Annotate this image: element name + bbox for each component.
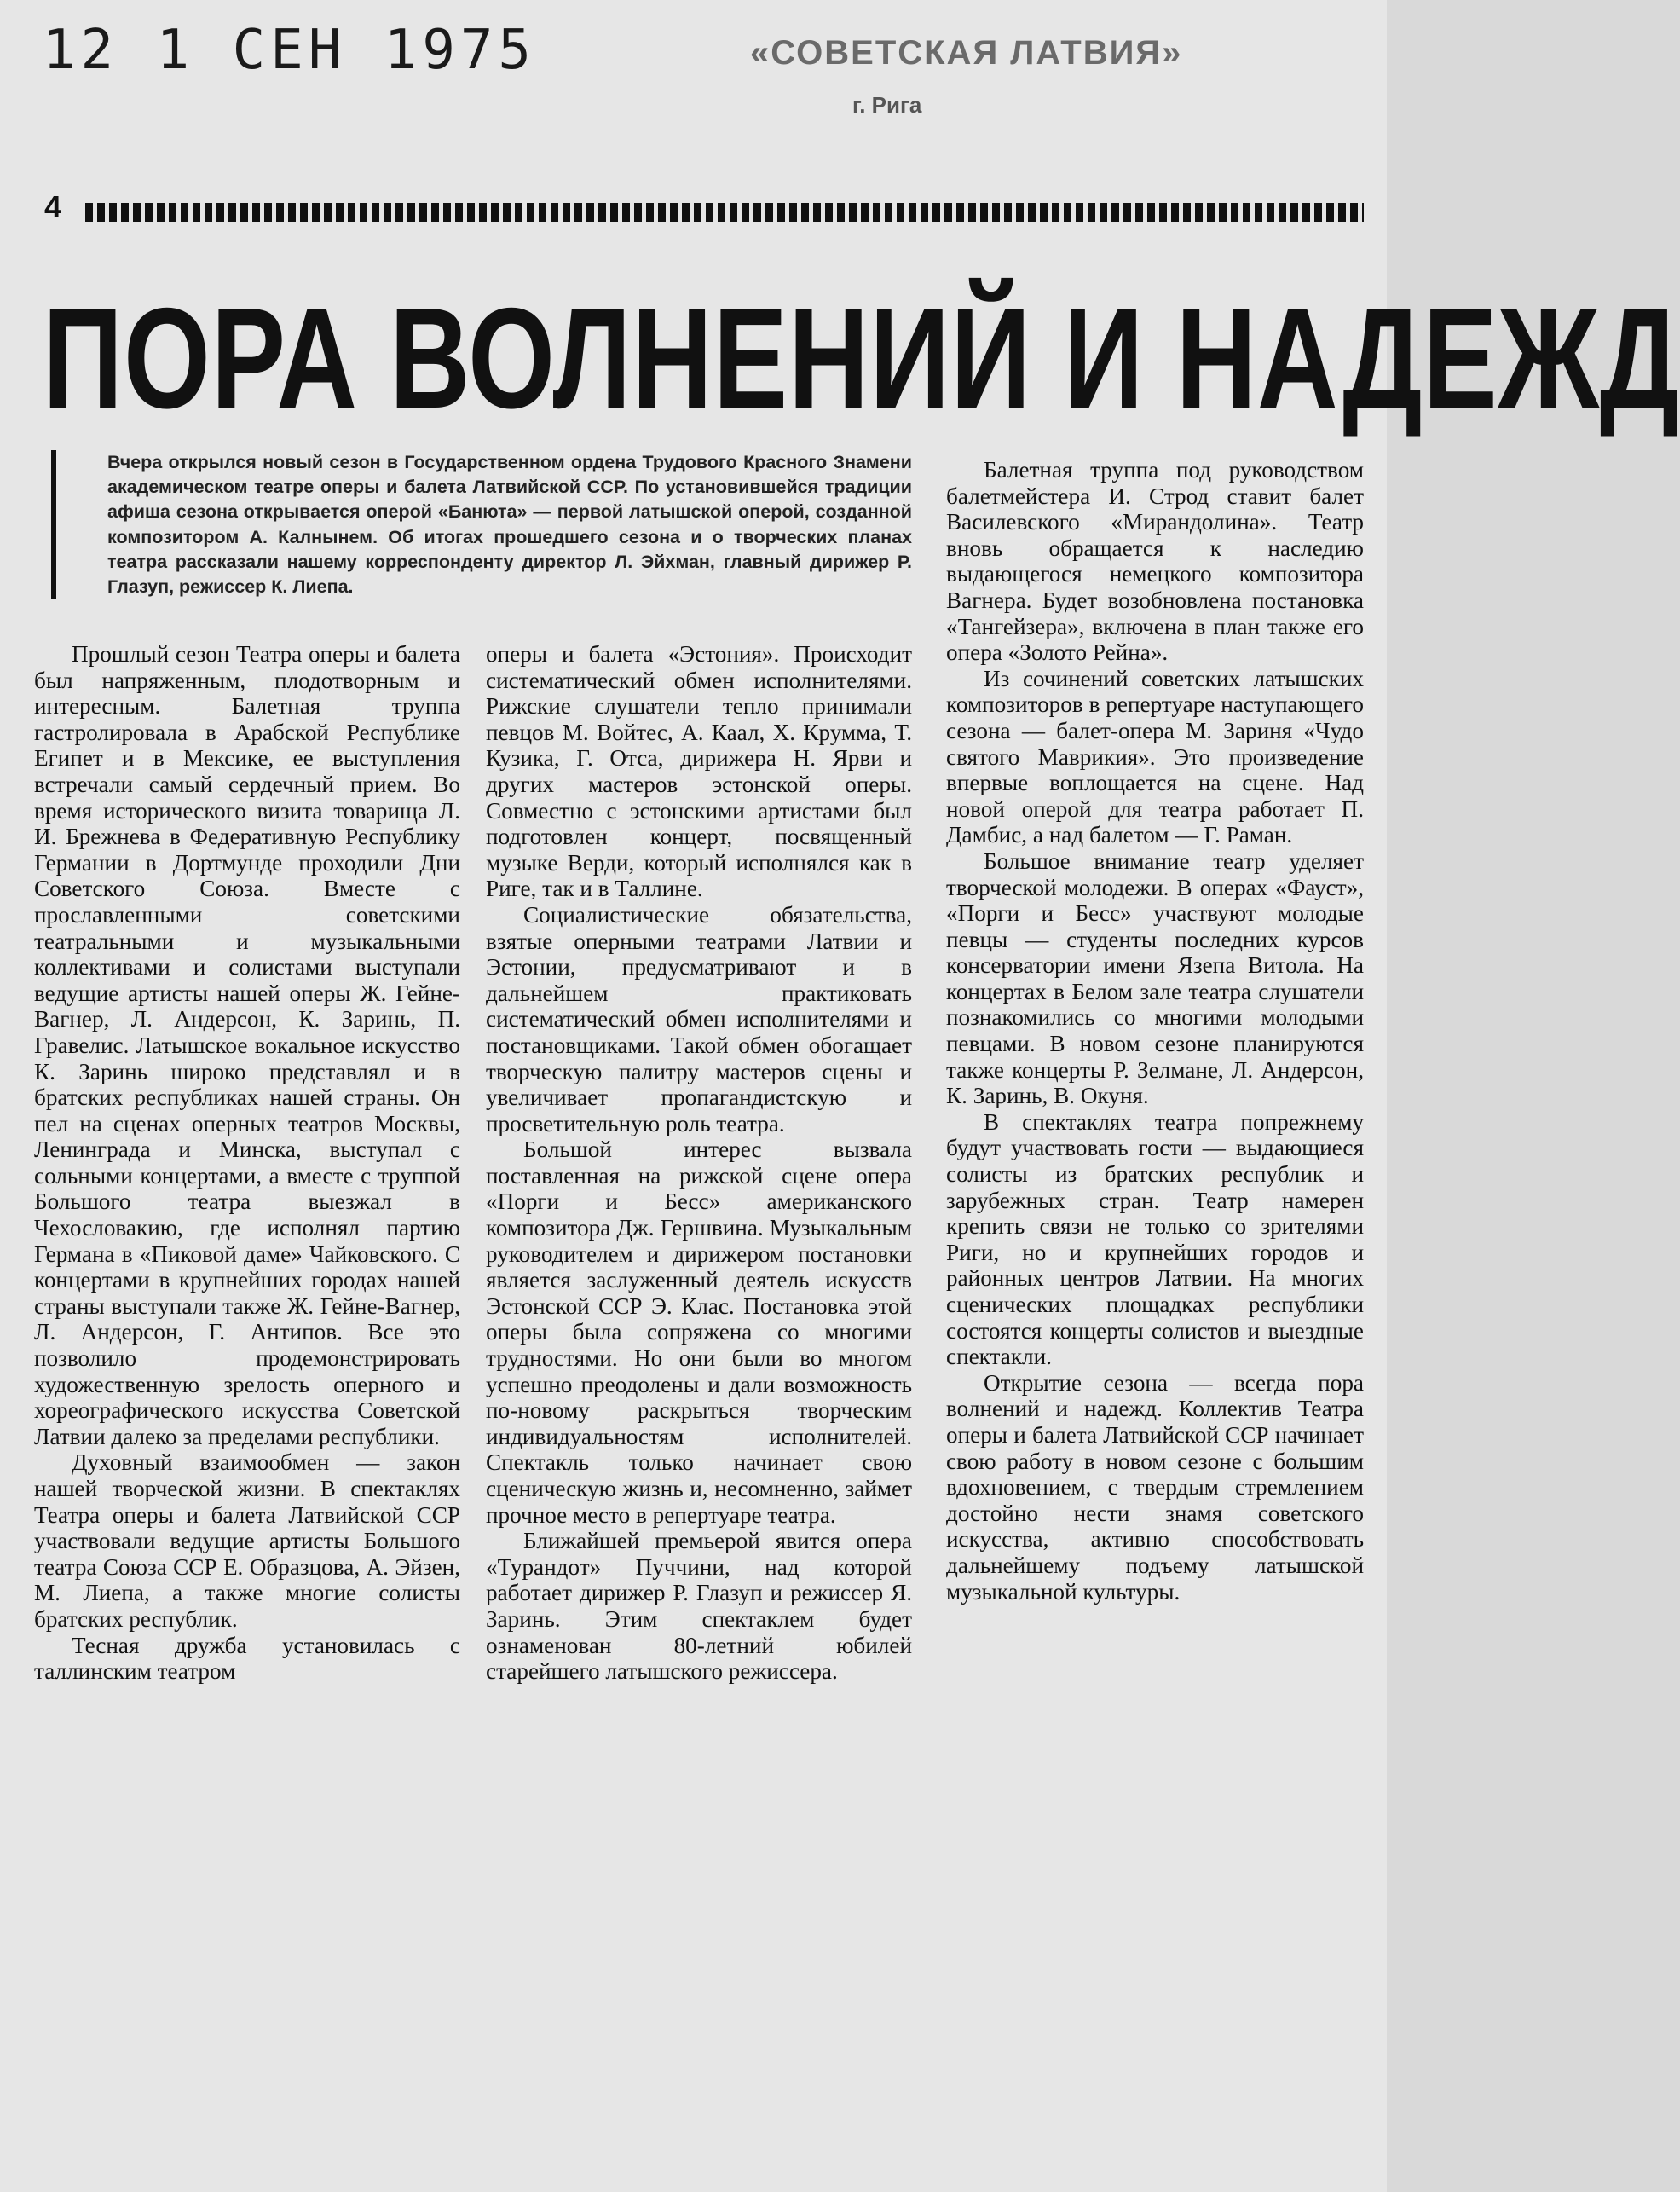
decorative-rule <box>85 203 1364 222</box>
paragraph: Балетная труппа под руководством балетмейстера И. Строд ставит балет Василевского «Мирандолина». Театр вновь обращается к наследию выдающегося немецкого композитора Вагнера. Будет возобновлена постановка «Тангейзера», включена в план также его опера «Золото Рейна». <box>946 457 1364 666</box>
paragraph: Открытие сезона — всегда пора волнений и надежд. Коллектив Театра оперы и балета Латвийской ССР начинает свою работу в новом сезоне с большим вдохновением, с твердым стремлением достойно нести знамя советского искусства, активно способствовать дальнейшему подъему латышской музыкальной культуры. <box>946 1369 1364 1605</box>
paragraph: Из сочинений советских латышских композиторов в репертуаре наступающего сезона — балет-опера М. Зариня «Чудо святого Маврикия». Это произведение впервые воплощается на сцене. Над новой оперой для театра работает П. Дамбис, а над балетом — Г. Раман. <box>946 665 1364 848</box>
newspaper-name-stamp: «СОВЕТСКАЯ ЛАТВИЯ» <box>750 34 1183 72</box>
date-stamp: 12 1 СЕН 1975 <box>43 19 536 82</box>
paragraph: Ближайшей премьерой явится опера «Турандот» Пуччини, над которой работает дирижер Р. Глазуп и режиссер Я. Заринь. Этим спектаклем будет ознаменован 80-летний юбилей старейшего латышского режиссера. <box>486 1528 912 1685</box>
paragraph: В спектаклях театра попрежнему будут участвовать гости — выдающиеся солисты из братских республик и зарубежных стран. Театр намерен крепить связи не только со зрителями Риги, но и крупнейших городов и районных центров Латвии. На многих сценических площадках республики состоятся концерты солистов и выездные спектакли. <box>946 1108 1364 1370</box>
column-1 <box>34 641 460 1685</box>
city-stamp: г. Рига <box>852 92 922 118</box>
issue-number: 4 <box>44 189 62 224</box>
paragraph: Прошлый сезон Театра оперы и балета был напряженным, плодотворным и интересным. Балетная труппа гастролировала в Арабской Республике Египет и в Мексике, ее выступления встречали самый сердечный прием. Во время исторического визита товарища Л. И. Брежнева в Федеративную Республику Германии в Дортмунде проходили Дни Советского Союза. Вместе с прославленными советскими театральными и музыкальными коллективами и солистами выступали ведущие артисты нашей оперы Ж. Гейне-Вагнер, Л. Андерсон, К. Заринь, П. Гравелис. Латышское вокальное искусство К. Заринь широко представлял и в братских республиках нашей страны. Он пел на сценах оперных театров Москвы, Ленинграда и Минска, выступал с сольными концертами, а вместе с труппой Большого театра выезжал в Чехословакию, где исполнял партию Германа в «Пиковой даме» Чайковского. С концертами в крупнейших городах нашей страны выступали также Ж. Гейне-Вагнер, Л. Андерсон, Г. Антипов. Все это позволило продемонстрировать художественную зрелость оперного и хореографического искусства Советской Латвии далеко за пределами республики. <box>34 641 460 1449</box>
column-2 <box>486 641 912 1685</box>
paragraph: Социалистические обязательства, взятые оперными театрами Латвии и Эстонии, предусматривают и в дальнейшем практиковать систематический обмен исполнителями и постановщиками. Такой обмен обогащает творческую палитру мастеров сцены и увеличивает пропагандистскую и просветительную роль театра. <box>486 901 912 1136</box>
paragraph: Большое внимание театр уделяет творческой молодежи. В операх «Фауст», «Порги и Бесс» участвуют молодые певцы — студенты последних курсов консерватории имени Язепа Витола. На концертах в Белом зале театра слушатели познакомились со многими молодыми певцами. В новом сезоне планируются также концерты Р. Зелмане, Л. Андерсон, К. Заринь, В. Окуня. <box>946 847 1364 1109</box>
article-headline: ПОРА ВОЛНЕНИЙ И НАДЕЖД <box>43 278 1680 438</box>
paragraph: Духовный взаимообмен — закон нашей творческой жизни. В спектаклях Театра оперы и балета Латвийской ССР участвовали ведущие артисты Большого театра Союза ССР Е. Образцова, А. Эйзен, М. Лиепа, а также многие солисты братских республик. <box>34 1449 460 1632</box>
column-3 <box>946 457 1364 1605</box>
paragraph: оперы и балета «Эстония». Происходит систематический обмен исполнителями. Рижские слушатели тепло принимали певцов М. Войтес, А. Каал, Х. Крумма, Т. Кузика, Г. Отса, дирижера Н. Ярви и других мастеров эстонской оперы. Совместно с эстонскими артистами был подготовлен концерт, посвященный музыке Верди, который исполнялся как в Риге, так и в Таллине. <box>486 641 912 902</box>
paragraph: Большой интерес вызвала поставленная на рижской сцене опера «Порги и Бесс» американского композитора Дж. Гершвина. Музыкальным руководителем и дирижером постановки является заслуженный деятель искусств Эстонской ССР Э. Клас. Постановка этой оперы была сопряжена со многими трудностями. Но они были во многом успешно преодолены и дали возможность по-новому раскрыться творческим индивидуальностям исполнителей. Спектакль только начинает свою сценическую жизнь и, несомненно, займет прочное место в репертуаре театра. <box>486 1136 912 1528</box>
paragraph: Тесная дружба установилась с таллинским театром <box>34 1632 460 1685</box>
article-lead: Вчера открылся новый сезон в Государственном ордена Трудового Красного Знамени академическом театре оперы и балета Латвийской ССР. По установившейся традиции афиша сезона открывается оперой «Банюта» — первой латышской оперой, созданной композитором А. Калнынем. Об итогах прошедшего сезона и о творческих планах театра рассказали нашему корреспонденту директор Л. Эйхман, главный дирижер Р. Глазуп, режиссер К. Лиепа. <box>51 450 912 599</box>
